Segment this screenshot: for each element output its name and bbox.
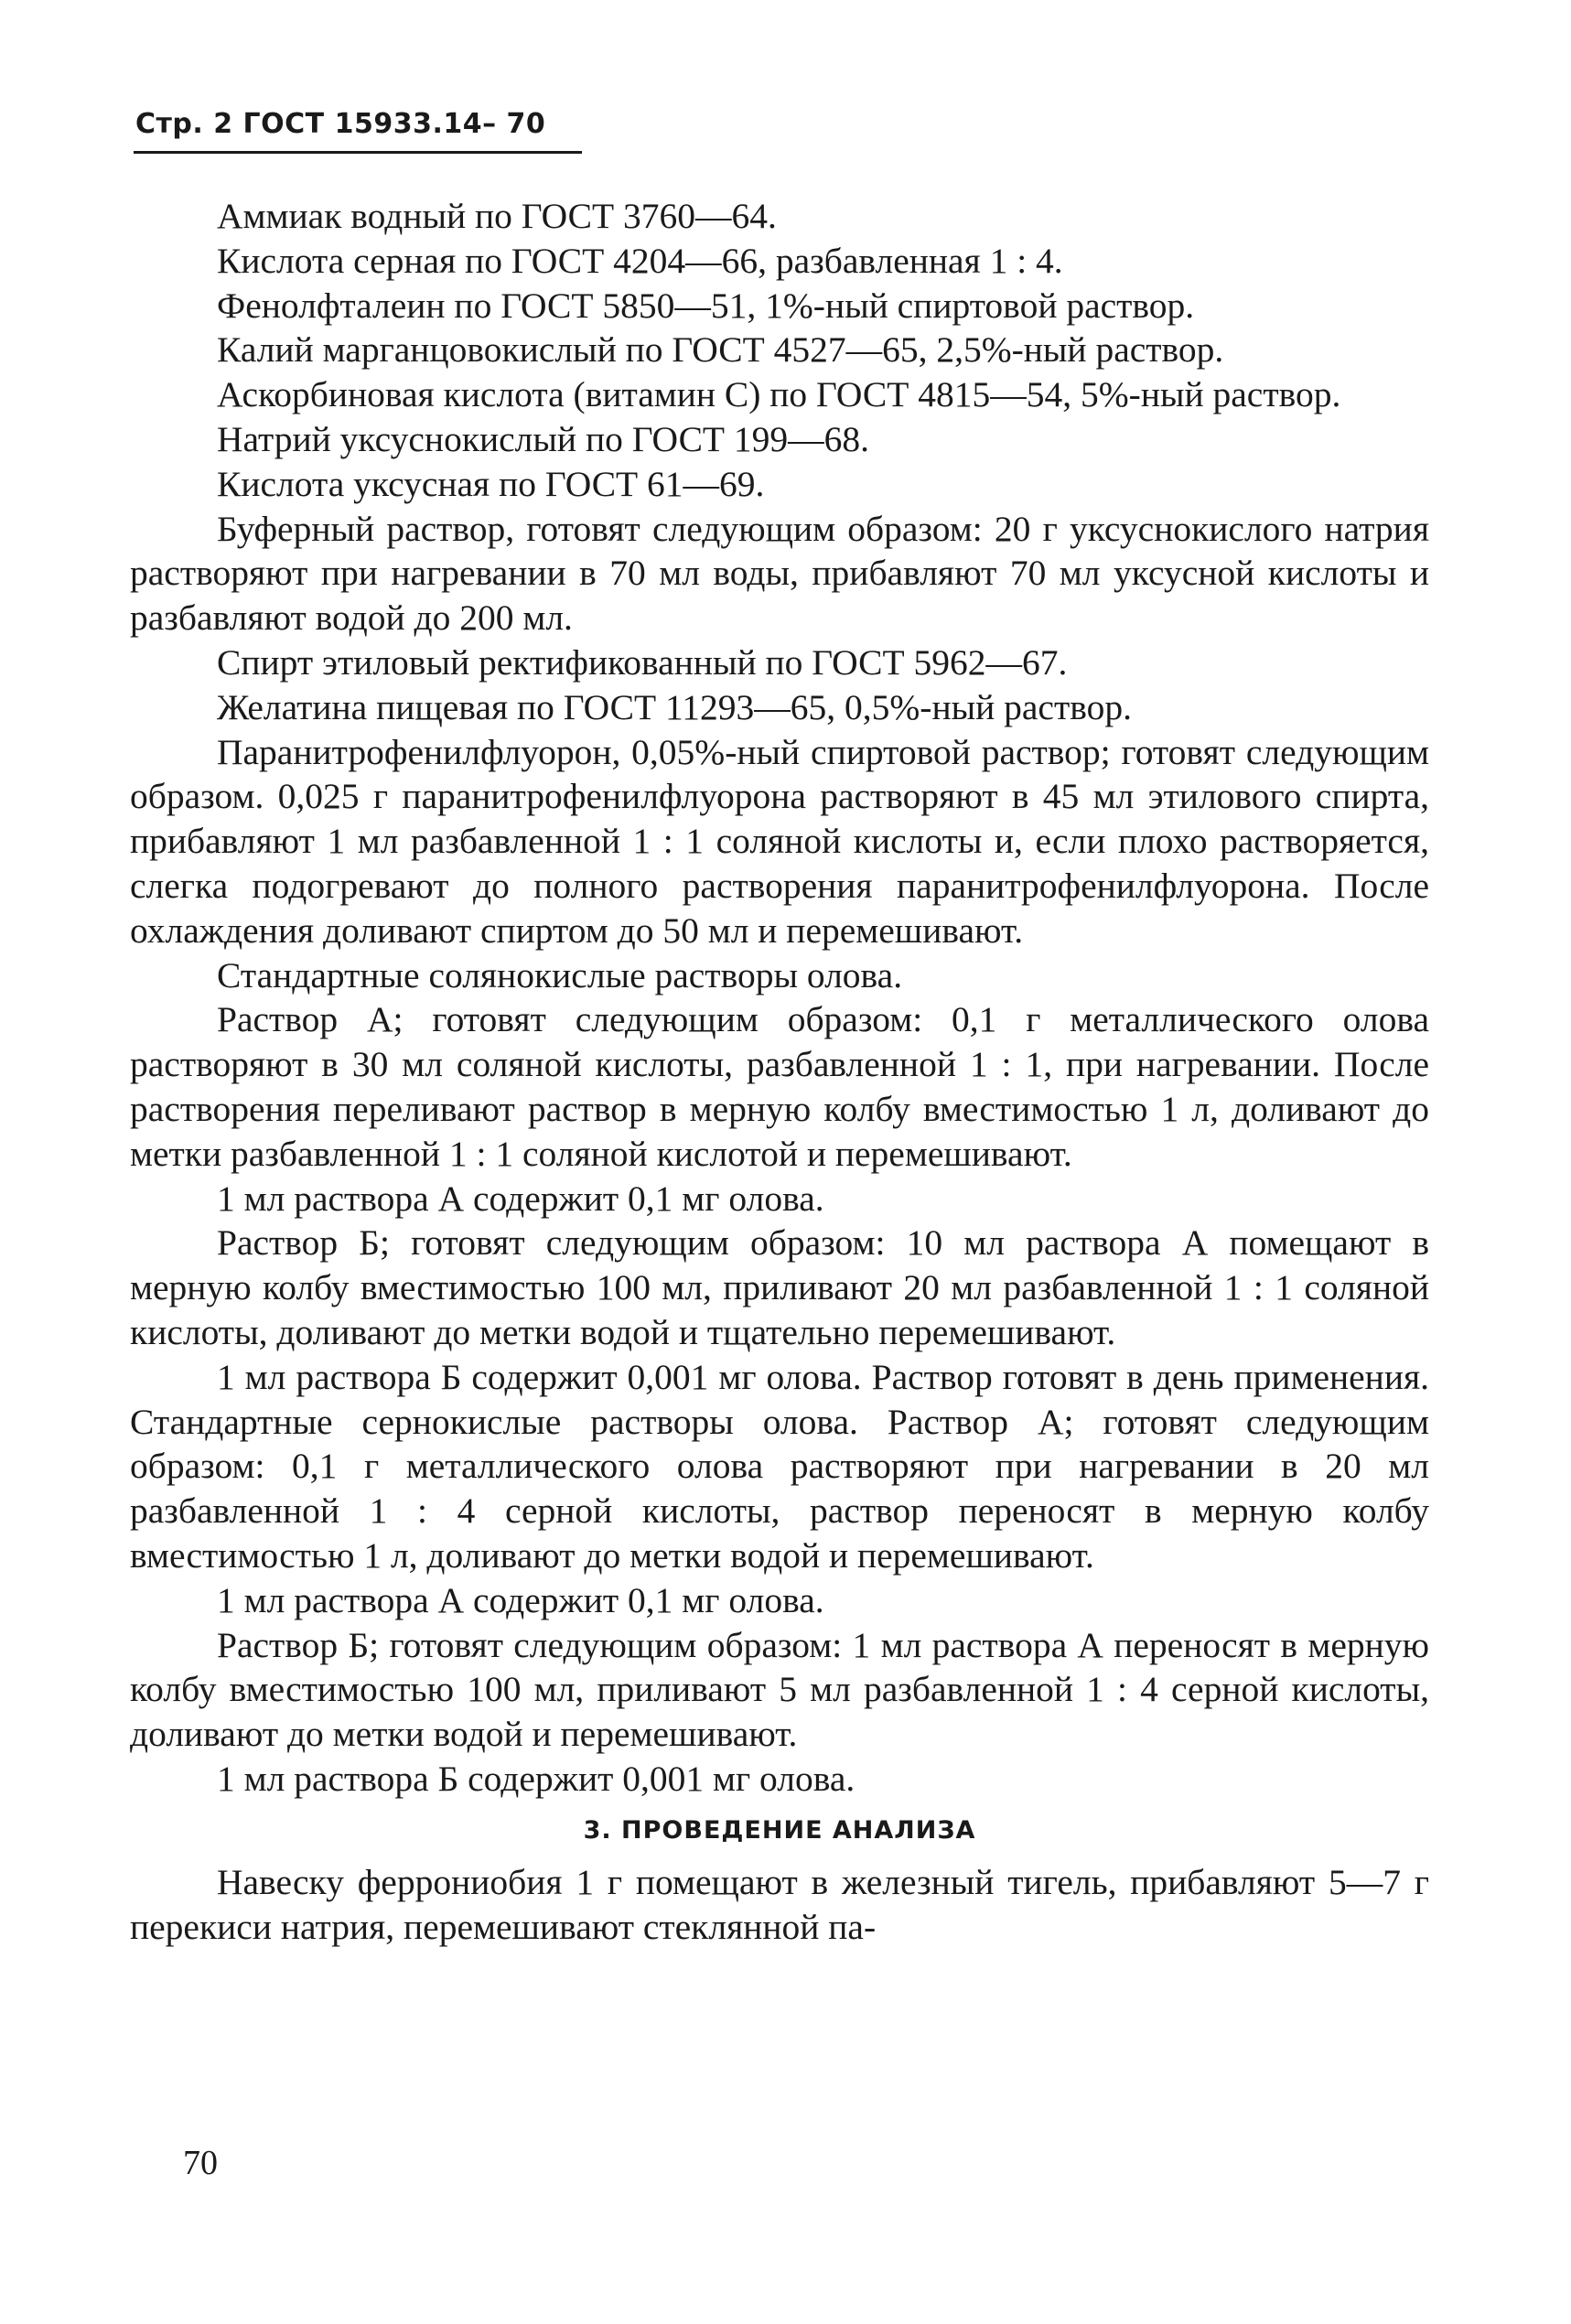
reagent-buffer-solution: Буферный раствор, готовят следующим образом: 20 г уксуснокислого натрия растворяют при нагревании в 70 мл воды, прибавляют 70 мл уксусной кислоты и разбавляют водой до 200 мл. [130,508,1429,639]
reagent-sodium-acetate: Натрий уксуснокислый по ГОСТ 199—68. [217,418,870,459]
reagent-ethyl-alcohol: Спирт этиловый ректификованный по ГОСТ 5962—67. [217,641,1068,683]
reagent-ammonia: Аммиак водный по ГОСТ 3760—64. [217,196,777,236]
page-number: 70 [183,2144,218,2182]
hcl-solution-b: Раствор Б; готовят следующим образом: 10 мл раствора А помещают в мерную колбу вместимостью 100 мл, приливают 20 мл разбавленной 1 : 1 соляной кислоты, доливают до метки водой и тщательно перемешивают. [130,1222,1429,1352]
document-body [130,194,1429,1950]
reagent-acetic-acid: Кислота уксусная по ГОСТ 61—69. [217,463,765,504]
sulfate-solution-b-content: 1 мл раствора Б содержит 0,001 мг олова. [217,1758,855,1799]
hcl-solution-a: Раствор А; готовят следующим образом: 0,1 г металлического олова растворяют в 30 мл соляной кислоты, разбавленной 1 : 1, при нагревании. После растворения переливают раствор в мерную колбу вместимостью 1 л, доливают до метки разбавленной 1 : 1 соляной кислотой и перемешивают. [130,999,1429,1174]
reagent-phenolphthalein: Фенолфталеин по ГОСТ 5850—51, 1%-ный спиртовой раствор. [217,285,1195,326]
reagent-gelatin: Желатина пищевая по ГОСТ 11293—65, 0,5%-ный раствор. [217,686,1132,727]
page-header: Стр. 2 ГОСТ 15933.14– 70 [135,108,546,140]
hcl-solution-b-content-and-sulfate-solution-a: 1 мл раствора Б содержит 0,001 мг олова. Раствор готовят в день применения. Стандартные сернокислые растворы олова. Раствор А; готовят следующим образом: 0,1 г металлического олова растворяют при нагревании в 20 мл разбавленной 1 : 4 серной кислоты, раствор переносят в мерную колбу вместимостью 1 л, доливают до метки водой и перемешивают. [130,1356,1429,1576]
analysis-paragraph: Навеску феррониобия 1 г помещают в железный тигель, прибавляют 5—7 г перекиси натрия, перемешивают стеклянной па- [130,1862,1429,1948]
section-heading-analysis: 3. ПРОВЕДЕНИЕ АНАЛИЗА [583,1815,976,1845]
reagent-sulfuric-acid: Кислота серная по ГОСТ 4204—66, разбавленная 1 : 4. [217,240,1063,281]
header-rule [134,151,582,154]
standard-hydrochloric-solutions: Стандартные солянокислые растворы олова. [217,954,903,995]
sulfate-solution-a-content: 1 мл раствора А содержит 0,1 мг олова. [217,1579,824,1620]
hcl-solution-a-content: 1 мл раствора А содержит 0,1 мг олова. [217,1178,824,1219]
reagent-paranitrophenylfluorone: Паранитрофенилфлуорон, 0,05%-ный спиртовой раствор; готовят следующим образом. 0,025 г паранитрофенилфлуорона растворяют в 45 мл этилового спирта, прибавляют 1 мл разбавленной 1 : 1 соляной кислоты и, если плохо растворяется, слегка подогревают до полного растворения паранитрофенилфлуорона. После охлаждения доливают спиртом до 50 мл и перемешивают. [130,731,1429,951]
reagent-ascorbic-acid: Аскорбиновая кислота (витамин С) по ГОСТ 4815—54, 5%-ный раствор. [217,374,1341,415]
sulfate-solution-b: Раствор Б; готовят следующим образом: 1 мл раствора А переносят в мерную колбу вместимостью 100 мл, приливают 5 мл разбавленной 1 : 4 серной кислоты, доливают до метки водой и перемешивают. [130,1624,1429,1755]
reagent-potassium-permanganate: Калий марганцовокислый по ГОСТ 4527—65, 2,5%-ный раствор. [217,329,1224,371]
